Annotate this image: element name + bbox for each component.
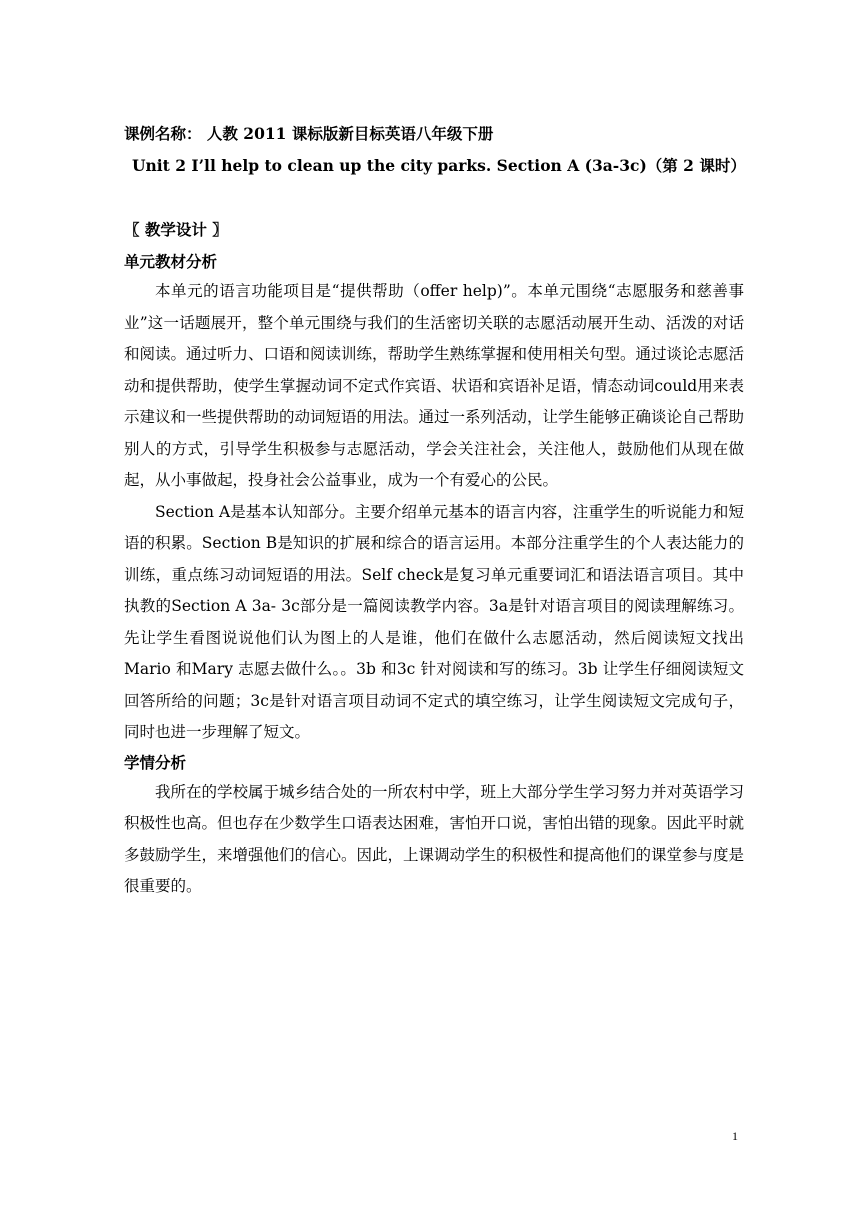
student-analysis-paragraph: 我所在的学校属于城乡结合处的一所农村中学，班上大部分学生学习努力并对英语学习积极性也高。但也存在少数学生口语表达困难，害怕开口说，害怕出错的现象。因此平时就多鼓励学生，来增强他们的信心。因此，上课调动学生的积极性和提高他们的课堂参与度是很重要的。 xyxy=(124,782,745,895)
unit-title: Unit 2 I’ll help to clean up the city parks. Section A (3a-3c)（第 2 课时） xyxy=(132,156,746,175)
unit-analysis-paragraph: Section A是基本认知部分。主要介绍单元基本的语言内容，注重学生的听说能力和短语的积累。Section B是知识的扩展和综合的语言运用。本部分注重学生的个人表达能力的训练，重点练习动词短语的用法。Self check是复习单元重要词汇和语法语言项目。其中执教的Section A 3a- 3c部分是一篇阅读教学内容。3a是针对语言项目的阅读理解练习。先让学生看图说说他们认为图上的人是谁，他们在做什么志愿活动，然后阅读短文找出Mario 和Mary 志愿去做什么。。3b 和3c 针对阅读和写的练习。3b 让学生仔细阅读短文回答所给的问题；3c是针对语言项目动词不定式的填空练习，让学生阅读短文完成句子，同时也进一步理解了短文。 xyxy=(124,502,744,741)
page-number: 1 xyxy=(732,1129,738,1143)
student-analysis-heading: 学情分析 xyxy=(124,752,187,772)
lesson-title: 课例名称： 人教 2011 课标版新目标英语八年级下册 xyxy=(124,124,494,143)
document-body xyxy=(124,120,744,903)
unit-analysis-heading: 单元教材分析 xyxy=(124,252,218,271)
teaching-design-heading: 〖 教学设计 〗 xyxy=(124,220,228,239)
unit-analysis-paragraph: 本单元的语言功能项目是“提供帮助（offer help)”。本单元围绕“志愿服务和慈善事业”这一话题展开，整个单元围绕与我们的生活密切关联的志愿活动展开生动、活泼的对话和阅读。通过听力、口语和阅读训练，帮助学生熟练掌握和使用相关句型。通过谈论志愿活动和提供帮助，使学生掌握动词不定式作宾语、状语和宾语补足语，情态动词could用来表示建议和一些提供帮助的动词短语的用法。通过一系列活动，让学生能够正确谈论自己帮助别人的方式，引导学生积极参与志愿活动，学会关注社会，关注他人，鼓励他们从现在做起，从小事做起，投身社会公益事业，成为一个有爱心的公民。 xyxy=(124,282,745,489)
